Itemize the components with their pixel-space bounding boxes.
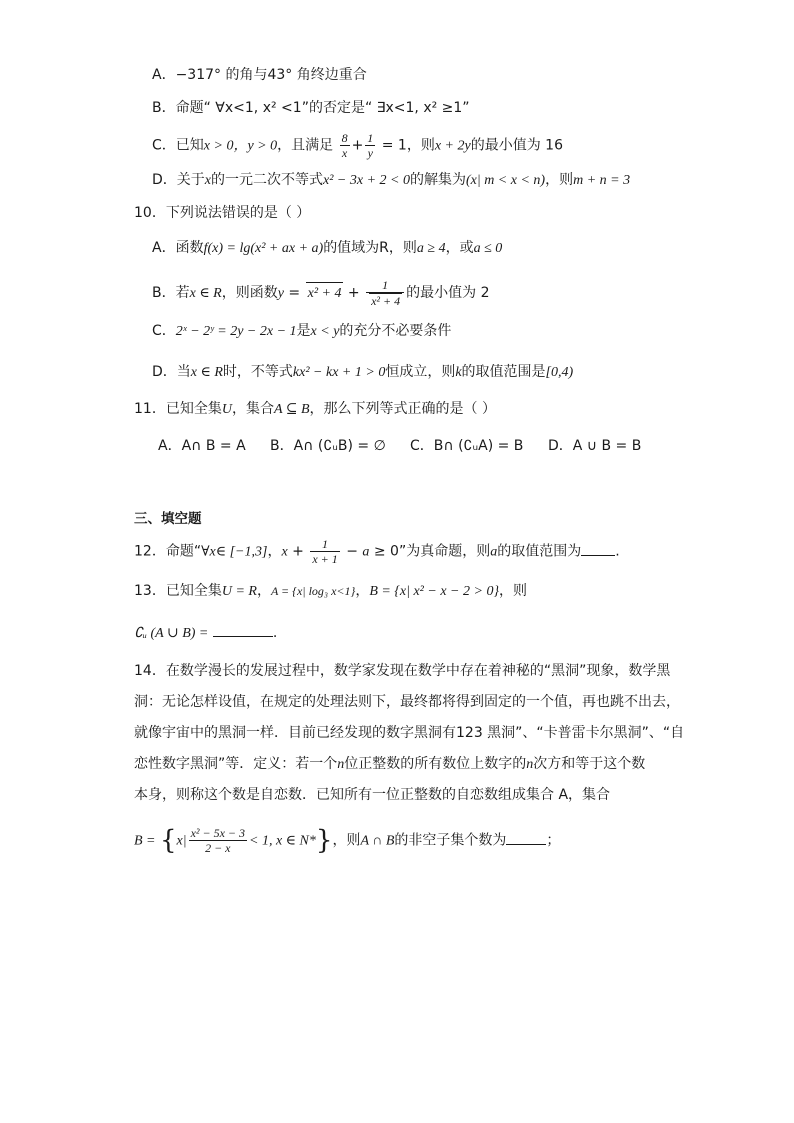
- q10-option-c: C．2ˣ − 2ʸ = 2y − 2x − 1是x < y的充分不必要条件: [152, 323, 452, 339]
- q13-answer-blank[interactable]: [213, 636, 273, 637]
- q10-option-a: A．函数f(x) = lg(x² + ax + a)的值域为R，则a ≥ 4，或a ≤ 0: [152, 240, 503, 256]
- q11-option-a: A．A∩ B = A: [158, 438, 246, 454]
- q13-line: 13．已知全集U = R，A = {x| log₃ x<1}，B = {x| x² − x − 2 > 0}，则: [134, 583, 528, 599]
- q14-line-3: 就像宇宙中的黑洞一样．目前已经发现的数字黑洞有123 黑洞”、“卡普雷卡尔黑洞”、“自: [134, 725, 685, 741]
- q9-option-d: D．关于x的一元二次不等式x² − 3x + 2 < 0的解集为(x| m < x < n)，则m + n = 3: [152, 172, 631, 188]
- q14-answer-blank[interactable]: [506, 844, 546, 845]
- q10-option-b: B．若x ∈ R，则函数y = x² + 4 + $\frac{1}{\text{x² + 4}}$ 的最小值为 2: [152, 278, 490, 308]
- q11-option-d: D．A ∪ B = B: [548, 438, 642, 454]
- q12-answer-blank[interactable]: [581, 555, 615, 556]
- q13-line-2: ∁ᵤ (A ∪ B) = .: [134, 625, 278, 641]
- q14-line-4: 恋性数字黑洞”等．定义：若一个n位正整数的所有数位上数字的n次方和等于这个数: [134, 756, 646, 772]
- q11-option-c: C．B∩ (∁ᵤA) = B: [410, 438, 524, 454]
- q9-option-b: B．命题“ ∀x<1, x² <1”的否定是“ ∃x<1, x² ≥1”: [152, 100, 470, 116]
- q14-line-2: 洞：无论怎样设值，在规定的处理法则下，最终都将得到固定的一个值，再也跳不出去，: [134, 694, 680, 710]
- section-title: 三、填空题: [134, 511, 202, 527]
- q11-stem: 11．已知全集U，集合A ⊆ B，那么下列等式正确的是（ ）: [134, 401, 496, 417]
- q10-stem: 10．下列说法错误的是（ ）: [134, 205, 311, 221]
- q10-option-d: D．当x ∈ R时，不等式kx² − kx + 1 > 0恒成立，则k的取值范围是[0,4): [152, 364, 574, 380]
- q12-line: 12．命题“∀x∈ [−1,3]，x + $\frac{1}{x + 1}$ − a ≥ 0”为真命题，则a的取值范围为 .: [134, 537, 620, 566]
- q11-option-b: B．A∩ (∁ᵤB) = ∅: [270, 438, 386, 454]
- q14-set-b-line: B = {x| $\frac{\text{x² − 5x − 3}}{2 - x}$ < 1, x ∈ N*}，则A ∩ B的非空子集个数为 ；: [134, 825, 561, 856]
- q9-option-c: C．已知x > 0，y > 0，且满足 $\frac{8}{x}$ + $\frac{1}{y}$ = 1，则x + 2y的最小值为 16: [152, 131, 563, 160]
- q14-line-5: 本身，则称这个数是自恋数．已知所有一位正整数的自恋数组成集合 A，集合: [134, 787, 611, 803]
- q9-option-a: A．−317° 的角与43° 角终边重合: [152, 67, 367, 83]
- q14-line-1: 14．在数学漫长的发展过程中，数学家发现在数学中存在着神秘的“黑洞”现象，数学黑: [134, 663, 671, 679]
